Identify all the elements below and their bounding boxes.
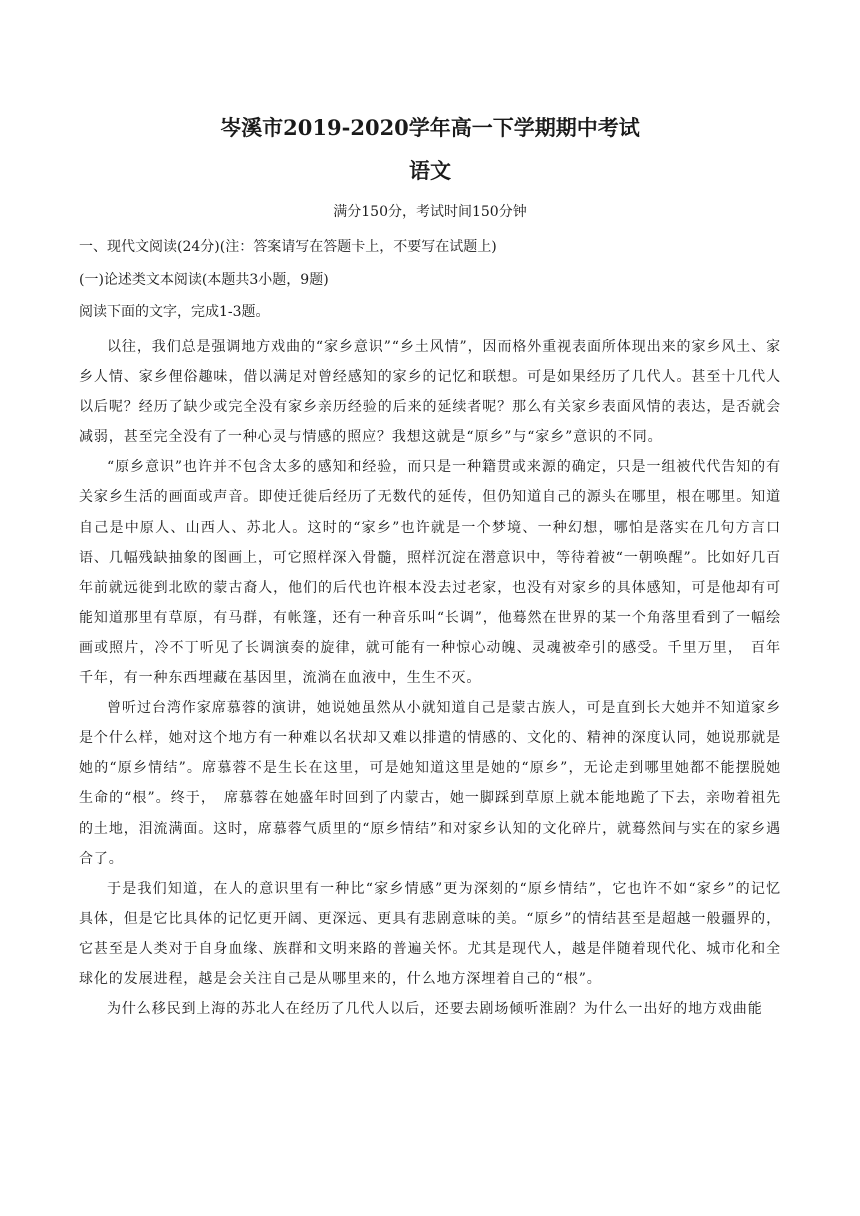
passage-paragraph: 以往，我们总是强调地方戏曲的“家乡意识”“乡土风情”，因而格外重视表面所体现出来的家乡风土、家乡人情、家乡俚俗趣味，借以满足对曾经感知的家乡的记忆和联想。可是如果经历了几代人。甚至十几代人以后呢？经历了缺少或完全没有家乡亲历经验的后来的延续者呢？那么有关家乡表面风情的表达，是否就会减弱，甚至完全没有了一种心灵与情感的照应？我想这就是“原乡”与“家乡”意识的不同。 [79, 339, 781, 446]
passage-paragraph: 曾听过台湾作家席慕蓉的演讲，她说她虽然从小就知道自己是蒙古族人，可是直到长大她并不知道家乡是个什么样，她对这个地方有一种难以名状却又难以排遣的情感的、文化的、精神的深度认同，她说那就是她的“原乡情结”。席慕蓉不是生长在这里，可是她知道这里是她的“原乡”，无论走到哪里她都不能摆脱她生命的“根”。终于， 席慕蓉在她盛年时回到了内蒙古，她一脚踩到草原上就本能地跪了下去，亲吻着祖先的土地，泪流满面。这时，席慕蓉气质里的“原乡情结”和对家乡认知的文化碎片，就蓦然间与实在的家乡遇合了。 [79, 700, 781, 867]
exam-info: 满分150分，考试时间150分钟 [333, 204, 527, 220]
passage-paragraph: “原乡意识”也许并不包含太多的感知和经验，而只是一种籍贯或来源的确定，只是一组被代代告知的有关家乡生活的画面或声音。即使迁徙后经历了无数代的延传，但仍知道自己的源头在哪里，根在哪里。知道自己是中原人、山西人、苏北人。这时的“家乡”也许就是一个梦境、一种幻想，哪怕是落实在几句方言口语、几幅残缺抽象的图画上，可它照样深入骨髓，照样沉淀在潜意识中，等待着被“一朝唤醒”。比如好几百年前就远徙到北欧的蒙古裔人，他们的后代也许根本没去过老家，也没有对家乡的具体感知，可是他却有可能知道那里有草原，有马群，有帐篷，还有一种音乐叫“长调”，他蓦然在世界的某一个角落里看到了一幅绘画或照片，冷不丁听见了长调演奏的旋律，就可能有一种惊心动魄、灵魂被牵引的感受。千里万里， 百年千年，有一种东西埋藏在基因里，流淌在血液中，生生不灭。 [79, 459, 781, 687]
subsection-heading: (一)论述类文本阅读(本题共3小题，9题) [79, 272, 329, 288]
exam-subject: 语文 [409, 158, 451, 183]
exam-title: 岑溪市2019-2020学年高一下学期期中考试 [220, 115, 640, 140]
passage-paragraph: 为什么移民到上海的苏北人在经历了几代人以后，还要去剧场倾听淮剧？为什么一出好的地方戏曲能 [107, 1001, 763, 1018]
passage-paragraph: 于是我们知道，在人的意识里有一种比“家乡情感”更为深刻的“原乡情结”，它也许不如“家乡”的记忆具体，但是它比具体的记忆更开阔、更深远、更具有悲剧意味的美。“原乡”的情结甚至是超越一般疆界的，它甚至是人类对于自身血缘、族群和文明来路的普遍关怀。尤其是现代人，越是伴随着现代化、城市化和全球化的发展进程，越是会关注自己是从哪里来的，什么地方深埋着自己的“根”。 [79, 880, 781, 987]
reading-instruction: 阅读下面的文字，完成1-3题。 [79, 304, 270, 320]
reading-passage [79, 332, 781, 1024]
section-heading: 一、现代文阅读(24分)(注：答案请写在答题卡上，不要写在试题上) [79, 239, 497, 255]
